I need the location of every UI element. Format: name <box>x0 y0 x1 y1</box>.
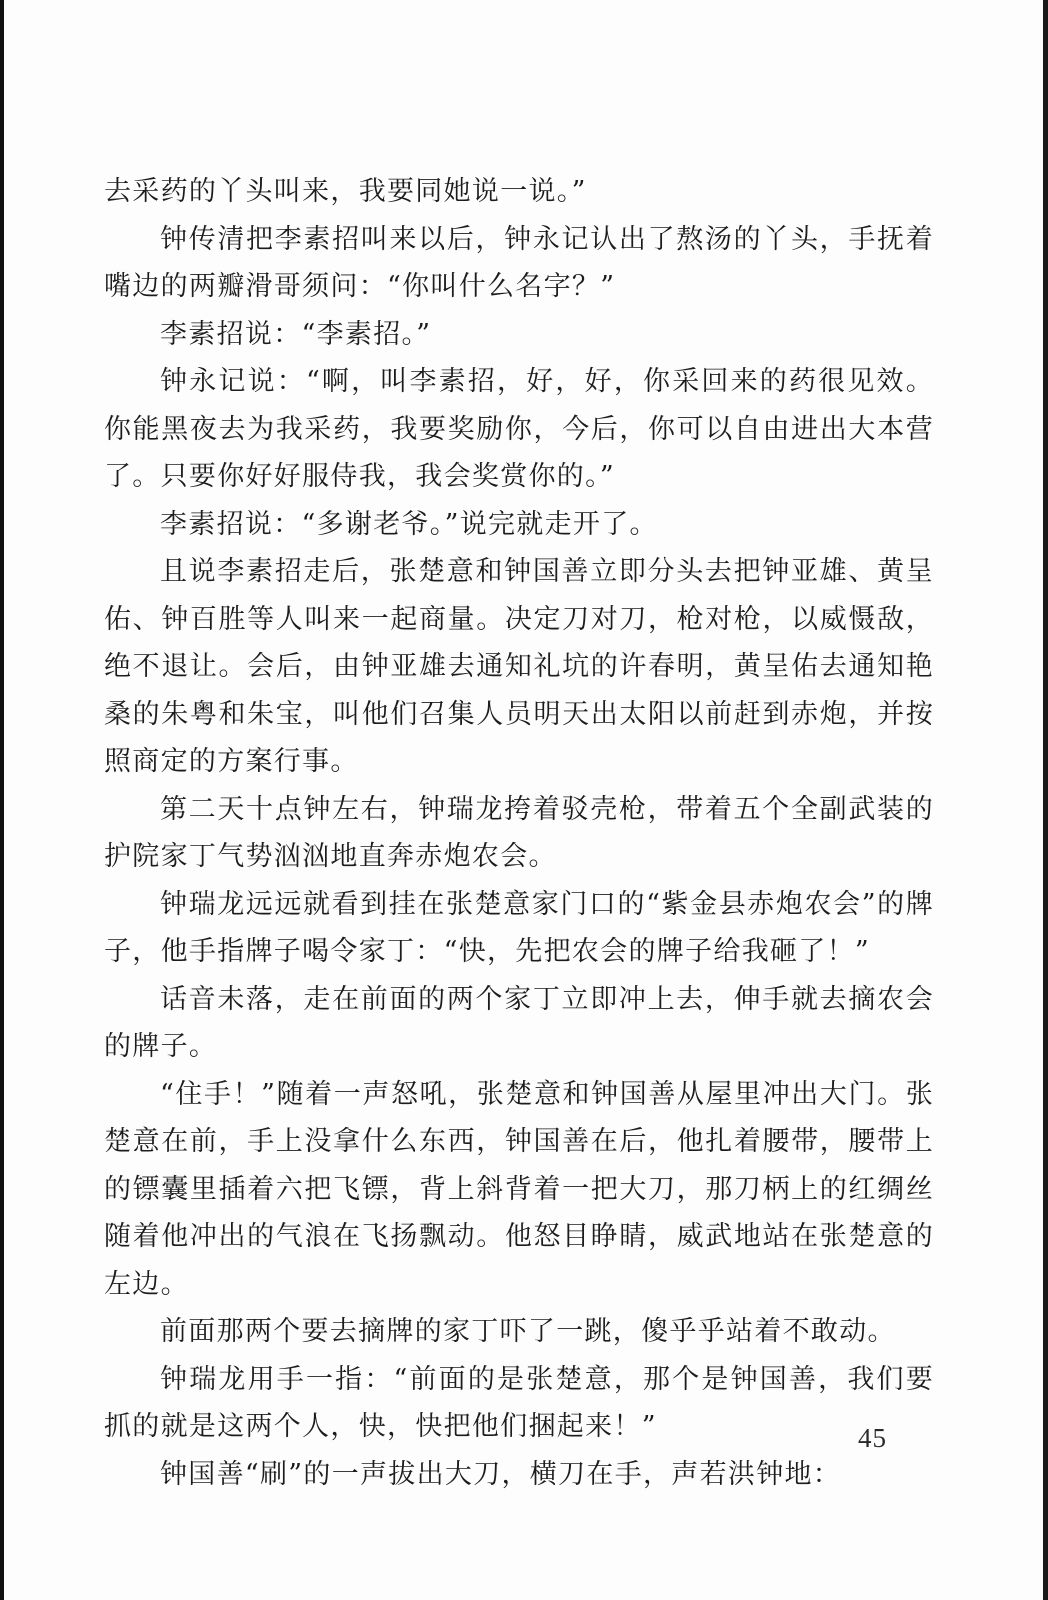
scan-edge-left <box>0 0 4 1600</box>
paragraph: 钟国善“刷”的一声拔出大刀，横刀在手，声若洪钟地： <box>160 1458 842 1490</box>
page-number: 45 <box>858 1423 887 1453</box>
paragraph: 李素招说：“多谢老爷。”说完就走开了。 <box>160 508 658 540</box>
paragraph: 李素招说：“李素招。” <box>160 318 432 350</box>
paragraph: 前面那两个要去摘牌的家丁吓了一跳，傻乎乎站着不敢动。 <box>160 1316 896 1347</box>
paragraph-continued: 去采药的丫头叫来，我要同她说一说。” <box>104 176 587 207</box>
paragraph: 话音未落，走在前面的两个家丁立即冲上去，伸手就去摘农会的牌子。 <box>104 983 934 1062</box>
paragraph: 钟传清把李素招叫来以后，钟永记认出了熬汤的丫头，手抚着嘴边的两瓣滑哥须问：“你叫什么名字？” <box>104 223 934 302</box>
scan-edge-right <box>1043 0 1048 1600</box>
paragraph: “住手！”随着一声怒吼，张楚意和钟国善从屋里冲出大门。张楚意在前，手上没拿什么东西，钟国善在后，他扎着腰带，腰带上的镖囊里插着六把飞镖，背上斜背着一把大刀，那刀柄上的红绸丝随着他冲出的气浪在飞扬飘动。他怒目睁睛，威武地站在张楚意的左边。 <box>104 1078 934 1300</box>
paragraph: 钟瑞龙远远就看到挂在张楚意家门口的“紫金县赤炮农会”的牌子，他手指牌子喝令家丁：“快，先把农会的牌子给我砸了！” <box>104 888 934 967</box>
paragraph: 且说李素招走后，张楚意和钟国善立即分头去把钟亚雄、黄呈佑、钟百胜等人叫来一起商量。决定刀对刀，枪对枪，以威慑敌，绝不退让。会后，由钟亚雄去通知礼坑的许春明，黄呈佑去通知艳桑的朱粤和朱宝，叫他们召集人员明天出太阳以前赶到赤炮，并按照商定的方案行事。 <box>104 556 934 777</box>
paragraph: 钟瑞龙用手一指：“前面的是张楚意，那个是钟国善，我们要抓的就是这两个人，快，快把他们捆起来！” <box>104 1363 934 1442</box>
paragraph: 第二天十点钟左右，钟瑞龙挎着驳壳枪，带着五个全副武装的护院家丁气势汹汹地直奔赤炮农会。 <box>104 793 934 872</box>
body-text <box>104 168 934 1498</box>
paragraph: 钟永记说：“啊，叫李素招，好，好，你采回来的药很见效。你能黑夜去为我采药，我要奖励你，今后，你可以自由进出大本营了。只要你好好服侍我，我会奖赏你的。” <box>104 366 934 492</box>
